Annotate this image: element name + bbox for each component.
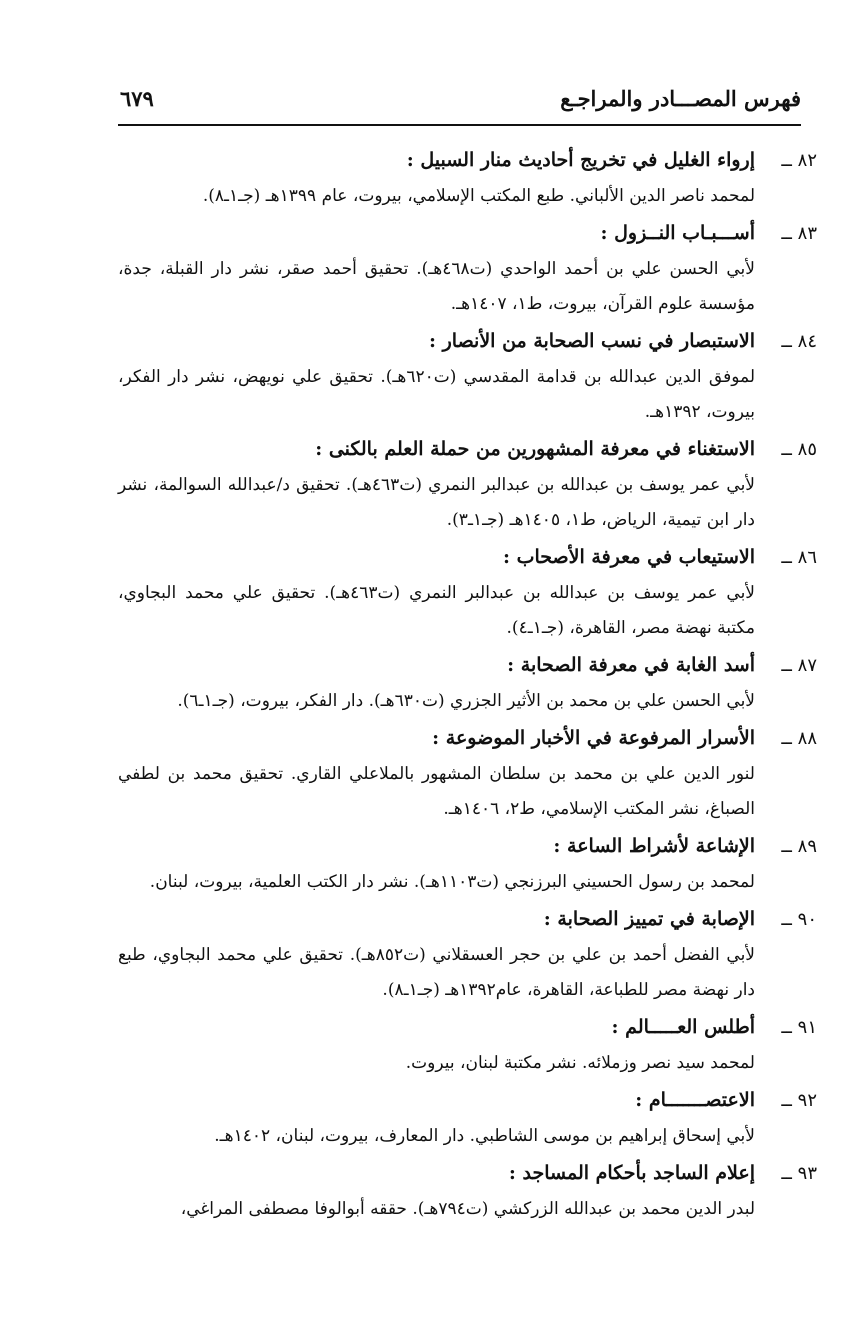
- entry-description: لمحمد ناصر الدين الألباني. طبع المكتب الإسلامي، بيروت، عام ١٣٩٩هـ (جـ١ـ٨).: [202, 186, 755, 206]
- entry-number: ٩٣ ــ: [781, 1163, 817, 1184]
- entry-description: لمحمد بن رسول الحسيني البرزنجي (ت١١٠٣هـ). نشر دار الكتب العلمية، بيروت، لبنان.: [149, 872, 755, 892]
- entry-title: الاستغناء في معرفة المشهورين من حملة العلم بالكنى :: [315, 438, 755, 460]
- entry-head: [118, 900, 817, 938]
- entry-description: لبدر الدين محمد بن عبدالله الزركشي (ت٧٩٤هـ). حققه أبوالوفا مصطفى المراغي،: [180, 1199, 755, 1219]
- entry-head: [118, 214, 817, 252]
- entry-number: ٨٤ ــ: [781, 331, 817, 352]
- bibliography-entry: [118, 900, 817, 1008]
- entry-number: ٩٢ ــ: [781, 1090, 817, 1111]
- entry-description: لأبي الفضل أحمد بن علي بن حجر العسقلاني (ت٨٥٢هـ). تحقيق علي محمد البجاوي، طبع دار نهضة مصر للطباعة، القاهرة، عام١٣٩٢هـ (جـ١ـ٨).: [118, 945, 755, 1000]
- entry-description: لأبي الحسن علي بن محمد بن الأثير الجزري (ت٦٣٠هـ). دار الفكر، بيروت، (جـ١ـ٦).: [177, 691, 755, 711]
- entry-number: ٨٦ ــ: [781, 547, 817, 568]
- entry-title: الأسرار المرفوعة في الأخبار الموضوعة :: [432, 727, 755, 749]
- entry-number: ٨٩ ــ: [781, 836, 817, 857]
- entry-head: [118, 646, 817, 684]
- page-number: ٦٧٩: [120, 86, 154, 111]
- entry-head: [118, 141, 817, 179]
- entry-head: [118, 430, 817, 468]
- entry-title: إعلام الساجد بأحكام المساجد :: [508, 1162, 755, 1184]
- running-title: فهرس المصـــادر والمراجـع: [560, 86, 801, 111]
- entry-description: لمحمد سيد نصر وزملائه. نشر مكتبة لبنان، بيروت.: [405, 1053, 755, 1073]
- entry-number: ٨٣ ــ: [781, 223, 817, 244]
- bibliography-entry: [118, 141, 817, 214]
- entry-description: لأبي عمر يوسف بن عبدالله بن عبدالبر النمري (ت٤٦٣هـ). تحقيق علي محمد البجاوي، مكتبة نهضة مصر، القاهرة، (جـ١ـ٤).: [118, 583, 755, 638]
- entry-head: [118, 1081, 817, 1119]
- entry-description: لنور الدين علي بن محمد بن سلطان المشهور بالملاعلي القاري. تحقيق محمد بن لطفي الصباغ، نشر المكتب الإسلامي، ط٢، ١٤٠٦هـ.: [118, 764, 755, 819]
- entry-head: [118, 1008, 817, 1046]
- entry-title: الإصابة في تمييز الصحابة :: [543, 908, 755, 930]
- bibliography-entry: [118, 719, 817, 827]
- entry-head: [118, 719, 817, 757]
- entry-title: أسد الغابة في معرفة الصحابة :: [507, 654, 755, 676]
- bibliography-list: [118, 141, 817, 1227]
- bibliography-entry: [118, 827, 817, 900]
- entry-number: ٨٧ ــ: [781, 655, 817, 676]
- entry-description: لموفق الدين عبدالله بن قدامة المقدسي (ت٦٢٠هـ). تحقيق علي نويهض، نشر دار الفكر، بيروت، ١٣٩٢هـ.: [118, 367, 755, 422]
- entry-number: ٩١ ــ: [781, 1017, 817, 1038]
- bibliography-entry: [118, 538, 817, 646]
- bibliography-entry: [118, 1154, 817, 1227]
- entry-title: الاعتصـــــــام :: [635, 1089, 755, 1111]
- entry-title: الاستيعاب في معرفة الأصحاب :: [502, 546, 755, 568]
- entry-title: الاستبصار في نسب الصحابة من الأنصار :: [428, 330, 755, 352]
- entry-number: ٨٢ ــ: [781, 150, 817, 171]
- entry-description: لأبي إسحاق إبراهيم بن موسى الشاطبي. دار المعارف، بيروت، لبنان، ١٤٠٢هـ.: [214, 1126, 755, 1146]
- entry-description: لأبي عمر يوسف بن عبدالله بن عبدالبر النمري (ت٤٦٣هـ). تحقيق د/عبدالله السوالمة، نشر دار ابن تيمية، الرياض، ط١، ١٤٠٥هـ (جـ١ـ٣).: [118, 475, 756, 530]
- entry-title: الإشاعة لأشراط الساعة :: [553, 835, 755, 857]
- bibliography-entry: [118, 646, 817, 719]
- bibliography-entry: [118, 322, 817, 430]
- entry-number: ٨٥ ــ: [781, 439, 817, 460]
- entry-title: أطلس العـــــالم :: [611, 1016, 755, 1038]
- entry-number: ٨٨ ــ: [781, 728, 817, 749]
- page-header: [118, 80, 801, 126]
- entry-description: لأبي الحسن علي بن أحمد الواحدي (ت٤٦٨هـ). تحقيق أحمد صقر، نشر دار القبلة، جدة، مؤسسة علوم القرآن، بيروت، ط١، ١٤٠٧هـ.: [118, 259, 755, 314]
- bibliography-entry: [118, 1081, 817, 1154]
- bibliography-entry: [118, 1008, 817, 1081]
- bibliography-entry: [118, 214, 817, 322]
- entry-head: [118, 1154, 817, 1192]
- entry-head: [118, 827, 817, 865]
- entry-head: [118, 538, 817, 576]
- entry-title: إرواء الغليل في تخريج أحاديث منار السبيل :: [406, 149, 755, 171]
- entry-number: ٩٠ ــ: [781, 909, 817, 930]
- bibliography-entry: [118, 430, 817, 538]
- entry-head: [118, 322, 817, 360]
- entry-title: أســـبـاب النــزول :: [600, 222, 755, 244]
